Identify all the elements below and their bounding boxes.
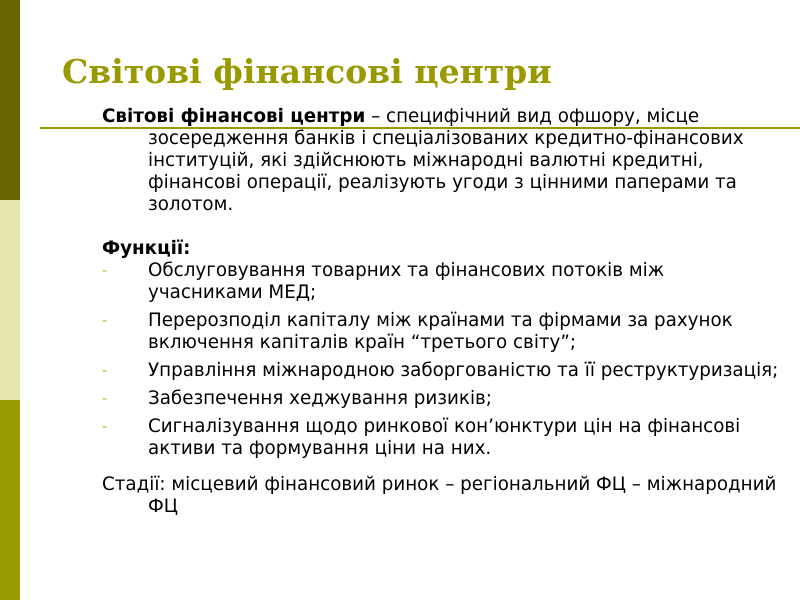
list-item-text: Обслуговування товарних та фінансових потоків між учасниками МЕД; [148,260,665,303]
list-item [102,416,782,460]
sidebar-band-middle [0,200,20,400]
list-item-text: Забезпечення хеджування ризиків; [148,388,492,409]
definition-paragraph [102,106,782,216]
list-item-text: Сигналізування щодо ринкової кон’юнктури цін на фінансові активи та формування ціни на них. [148,416,741,459]
definition-term: Світові фінансові центри [102,106,366,127]
list-item [102,310,782,354]
sidebar-band-bottom [0,400,20,600]
list-item-text: Управління міжнародною заборгованістю та її реструктуризація; [148,360,779,381]
functions-list [102,260,782,460]
spacer [102,216,782,238]
list-item [102,360,782,382]
definition-text: – специфічний вид офшору, місце зосередження банків і спеціалізованих кредитно-фінансових інституцій, які здійснюють міжнародні валютні кредитні, фінансові операції, реалізують угоди з цінними паперами та золотом. [148,106,744,215]
list-item [102,260,782,304]
sidebar-band-top [0,0,20,200]
slide-body [102,106,782,518]
bullet-dash: - [102,419,108,435]
functions-heading: Функції: [102,238,191,259]
list-item [102,388,782,410]
slide-title: Світові фінансові центри [62,52,552,91]
bullet-dash: - [102,263,108,279]
list-item-text: Перерозподіл капіталу між країнами та фірмами за рахунок включення капіталів країн “третього світу”; [148,310,733,353]
bullet-dash: - [102,313,108,329]
bullet-dash: - [102,363,108,379]
bullet-dash: - [102,391,108,407]
stages-paragraph: Стадії: місцевий фінансовий ринок – регіональний ФЦ – міжнародний ФЦ [102,474,777,517]
